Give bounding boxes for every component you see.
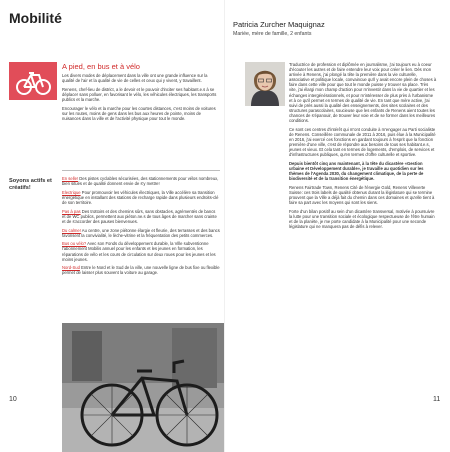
intro-paragraph: Renens, chef-lieu de district, a le devoir et le pouvoir d'inciter ses habitant.e.s à se déplacer sans polluer, en favorisant le vélo, les véhicules électriques, les transports publics et la marche. [62,86,217,102]
divider [62,170,220,171]
section-heading: A pied, en bus et à vélo [62,62,140,71]
bio-paragraph: Ce sont ces centres d'intérêt qui m'ont conduite à m'engager au Parti socialiste de Renens. Conseillère communale de 2011 à 2016, puis élue à la Municipalité en 2016, j'ai exercé ces fonctions en gardant toujours à l'esprit que la fonction première d'une ville, c'est de répondre aux besoins de tous ses habitant.e.s, jeunes et vieux. Et cela tant en termes de logements, d'emplois, de services et d'infrastructures publiques, qu'en termes d'offre culturelle et sportive. [289,126,436,158]
intro-paragraph: Les divers modes de déplacement dans la ville ont une grande influence sur la qualité de l'air et la qualité de vie de celles et ceux qui y vivent, y travaillent. [62,73,208,84]
measures-list [62,176,220,279]
list-item [62,209,220,224]
bicycles-street-photo [62,323,225,452]
item-text: Avec son Fonds du développement durable, la Ville subventionne l'abonnement Mobilis annuel pour les enfants et les jeunes en formation, les réparations de vélo et les cours de circulation sur deux roues pour les jeunes et les moins jeunes. [62,241,216,262]
page-number: 10 [9,396,17,403]
candidate-role: Mariée, mère de famille, 2 enfants [233,31,312,37]
item-lead: En selle! [62,176,79,181]
bicycle-symbol-image [9,62,57,100]
item-lead: Du calme! [62,227,81,233]
item-lead: Pas à pas [62,208,81,214]
list-item [62,241,220,261]
person-portrait-photo [245,62,285,106]
section-title: Mobilité [9,10,62,26]
item-text: Pour promouvoir les véhicules électriques, la Ville accélère sa transition énergétique en installant des stations de recharge rapide dans plusieurs endroits-clé de son territoire. [62,189,219,205]
item-lead: Bus ou vélo? [62,241,87,247]
side-label: Soyons actifs et créatifs! [9,178,52,191]
item-text: Entre le Nord et le Sud de la ville, une nouvelle ligne de bus fixe ou flexible permet de laisser plus souvent la voiture au garage. [62,265,220,276]
item-text: Au centre, une zone piétonne élargie et fleurie, des terrasses et des bancs favorisent la convivialité, le lèche-vitrine et la fréquentation des petits commerces. [62,227,220,238]
item-lead: Nord-Sud [62,265,80,271]
bio-paragraph: Renens Fairtrade Town, Renens Cité de l'énergie Gold, Renens Villeverte Suisse: ces trois labels de qualité obtenus durant la législature qui se termine prouvent que la Ville a déjà fait du chemin dans ces domaines et qu'elle tient à faire sa part avec les moyens qui sont les siens. [289,184,435,206]
bio-paragraph: Forte d'un bilan positif au sein d'un dicastère transversal, motivée à poursuivre la lutte pour une transition sociale et écologique respectueuse de l'être humain et de la planète, je me porte candidate à la Municipalité pour une seconde législature qui ne manquera pas de défis à relever. [289,208,435,230]
bio-paragraph: Traductrice de profession et diplômée en journalisme, j'ai toujours eu à coeur d'écouter les autres et de faire entendre leur voix pour créer le lien. Dès mon arrivée à Renens, j'ai plongé la tête la première dans la vie culturelle, associative et politique locale, convaincue qu'il y avait encore plein de choses à faire dans cette ville pour que tout le monde puisse y trouver sa place. Très vite, j'ai élargi mon champ d'action pour m'investir dans la vie de quartier et les échanges intergénérationnels, et pour m'intéresser de plus près à l'urbanisme et à ce qu'il permet en termes de qualité de vie. En tant que mère active, j'ai suivi de près aussi la qualité des enseignements, des sites scolaires et des structures parascolaires, soucieuse que les enfants de Renens aient toutes les chances de s'épanouir, de trouver leur voie et de se former dans les meilleures conditions. [289,62,437,124]
intro-text [62,73,220,125]
page-number: 11 [433,396,441,403]
intro-paragraph: Encourager le vélo et la marche pour les courtes distances, c'est moins de voitures sur les routes, moins de gens dans les bus aux heures de pointe, moins de nuisances dans la ville et de l'activité physique pour tout le monde. [62,105,216,121]
bio-paragraph: Depuis bientôt cinq ans maintenant, à la tête du dicastère «Gestion urbaine et Développement durable», je travaille au quotidien sur les thèmes de l'Agenda 2030, du changement climatique, de la perte de biodiversité et de la transition énergétique. [289,160,424,182]
item-text: Des trottoirs et des chemins sûrs, sans obstacles, agrémentés de bancs et de WC publics, permettent aux piéton.ne.s de tous âges de marcher sans crainte et de s'accorder des pauses bienvenues. [62,208,217,224]
candidate-name: Patricia Zurcher Maquignaz [233,20,325,29]
item-lead: Electrique [62,189,81,195]
biography-text [289,62,437,233]
list-item [62,228,220,238]
item-text: Des pistes cyclables sécurisées, des stationnements pour vélos nombreux, bien situés et de qualité donnent envie de s'y mettre! [62,176,219,187]
list-item [62,176,220,186]
list-item [62,265,220,275]
list-item [62,190,220,205]
